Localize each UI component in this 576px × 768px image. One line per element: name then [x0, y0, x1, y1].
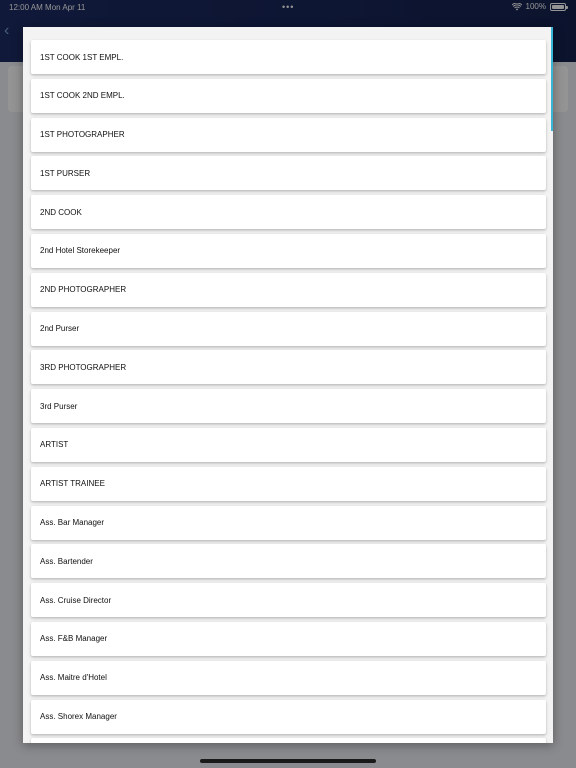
list-item[interactable] [31, 234, 546, 268]
list-item[interactable] [31, 506, 546, 540]
list-item-label: 3rd Purser [40, 401, 78, 411]
list-item-label: 3RD PHOTOGRAPHER [40, 362, 127, 372]
list-item-label: 1ST COOK 1ST EMPL. [40, 52, 124, 62]
list-item-label: Ass. Cruise Director [40, 595, 112, 605]
list-item-label: ARTIST [40, 440, 69, 450]
list-item[interactable] [31, 738, 546, 743]
chevron-left-icon[interactable]: ‹ [4, 22, 10, 39]
list-item[interactable] [31, 661, 546, 695]
list-item-label: 1ST PURSER [40, 168, 91, 178]
list-item-label: 1ST COOK 2ND EMPL. [40, 91, 125, 101]
list-item[interactable] [31, 312, 546, 346]
multitask-dots[interactable]: ••• [282, 2, 295, 12]
list-item[interactable] [31, 156, 546, 190]
list-item[interactable] [31, 40, 546, 74]
list-item[interactable] [31, 622, 546, 656]
battery-percent: 100% [525, 2, 546, 11]
list-item[interactable] [31, 700, 546, 734]
status-clock: 12:00 AM [9, 3, 43, 12]
list-item-label: Ass. Shorex Manager [40, 712, 117, 722]
list-item[interactable] [31, 428, 546, 462]
list-item[interactable] [31, 389, 546, 423]
list-item-label: ARTIST TRAINEE [40, 479, 105, 489]
list-item-label: 2ND PHOTOGRAPHER [40, 285, 127, 295]
list-item[interactable] [31, 350, 546, 384]
list-item[interactable] [31, 273, 546, 307]
status-date: Mon Apr 11 [45, 3, 86, 12]
list-item-label: Ass. F&B Manager [40, 634, 108, 644]
list-item-label: 1ST PHOTOGRAPHER [40, 130, 125, 140]
list-item-label: Ass. Bar Manager [40, 518, 105, 528]
list-item-label: 2ND COOK [40, 207, 82, 217]
list-item[interactable] [31, 195, 546, 229]
position-list [31, 40, 546, 743]
list-item-label: 2nd Hotel Storekeeper [40, 246, 121, 256]
list-item[interactable] [31, 467, 546, 501]
position-picker-modal [23, 27, 553, 743]
scroll-indicator[interactable] [551, 27, 553, 131]
list-item-label: Ass. Bartender [40, 556, 93, 566]
list-item[interactable] [31, 544, 546, 578]
home-indicator[interactable] [200, 759, 376, 763]
list-item-label: 2nd Purser [40, 324, 80, 334]
list-item[interactable] [31, 118, 546, 152]
list-item[interactable] [31, 79, 546, 113]
list-item[interactable] [31, 583, 546, 617]
list-item-label: Ass. Maitre d'Hotel [40, 673, 107, 683]
